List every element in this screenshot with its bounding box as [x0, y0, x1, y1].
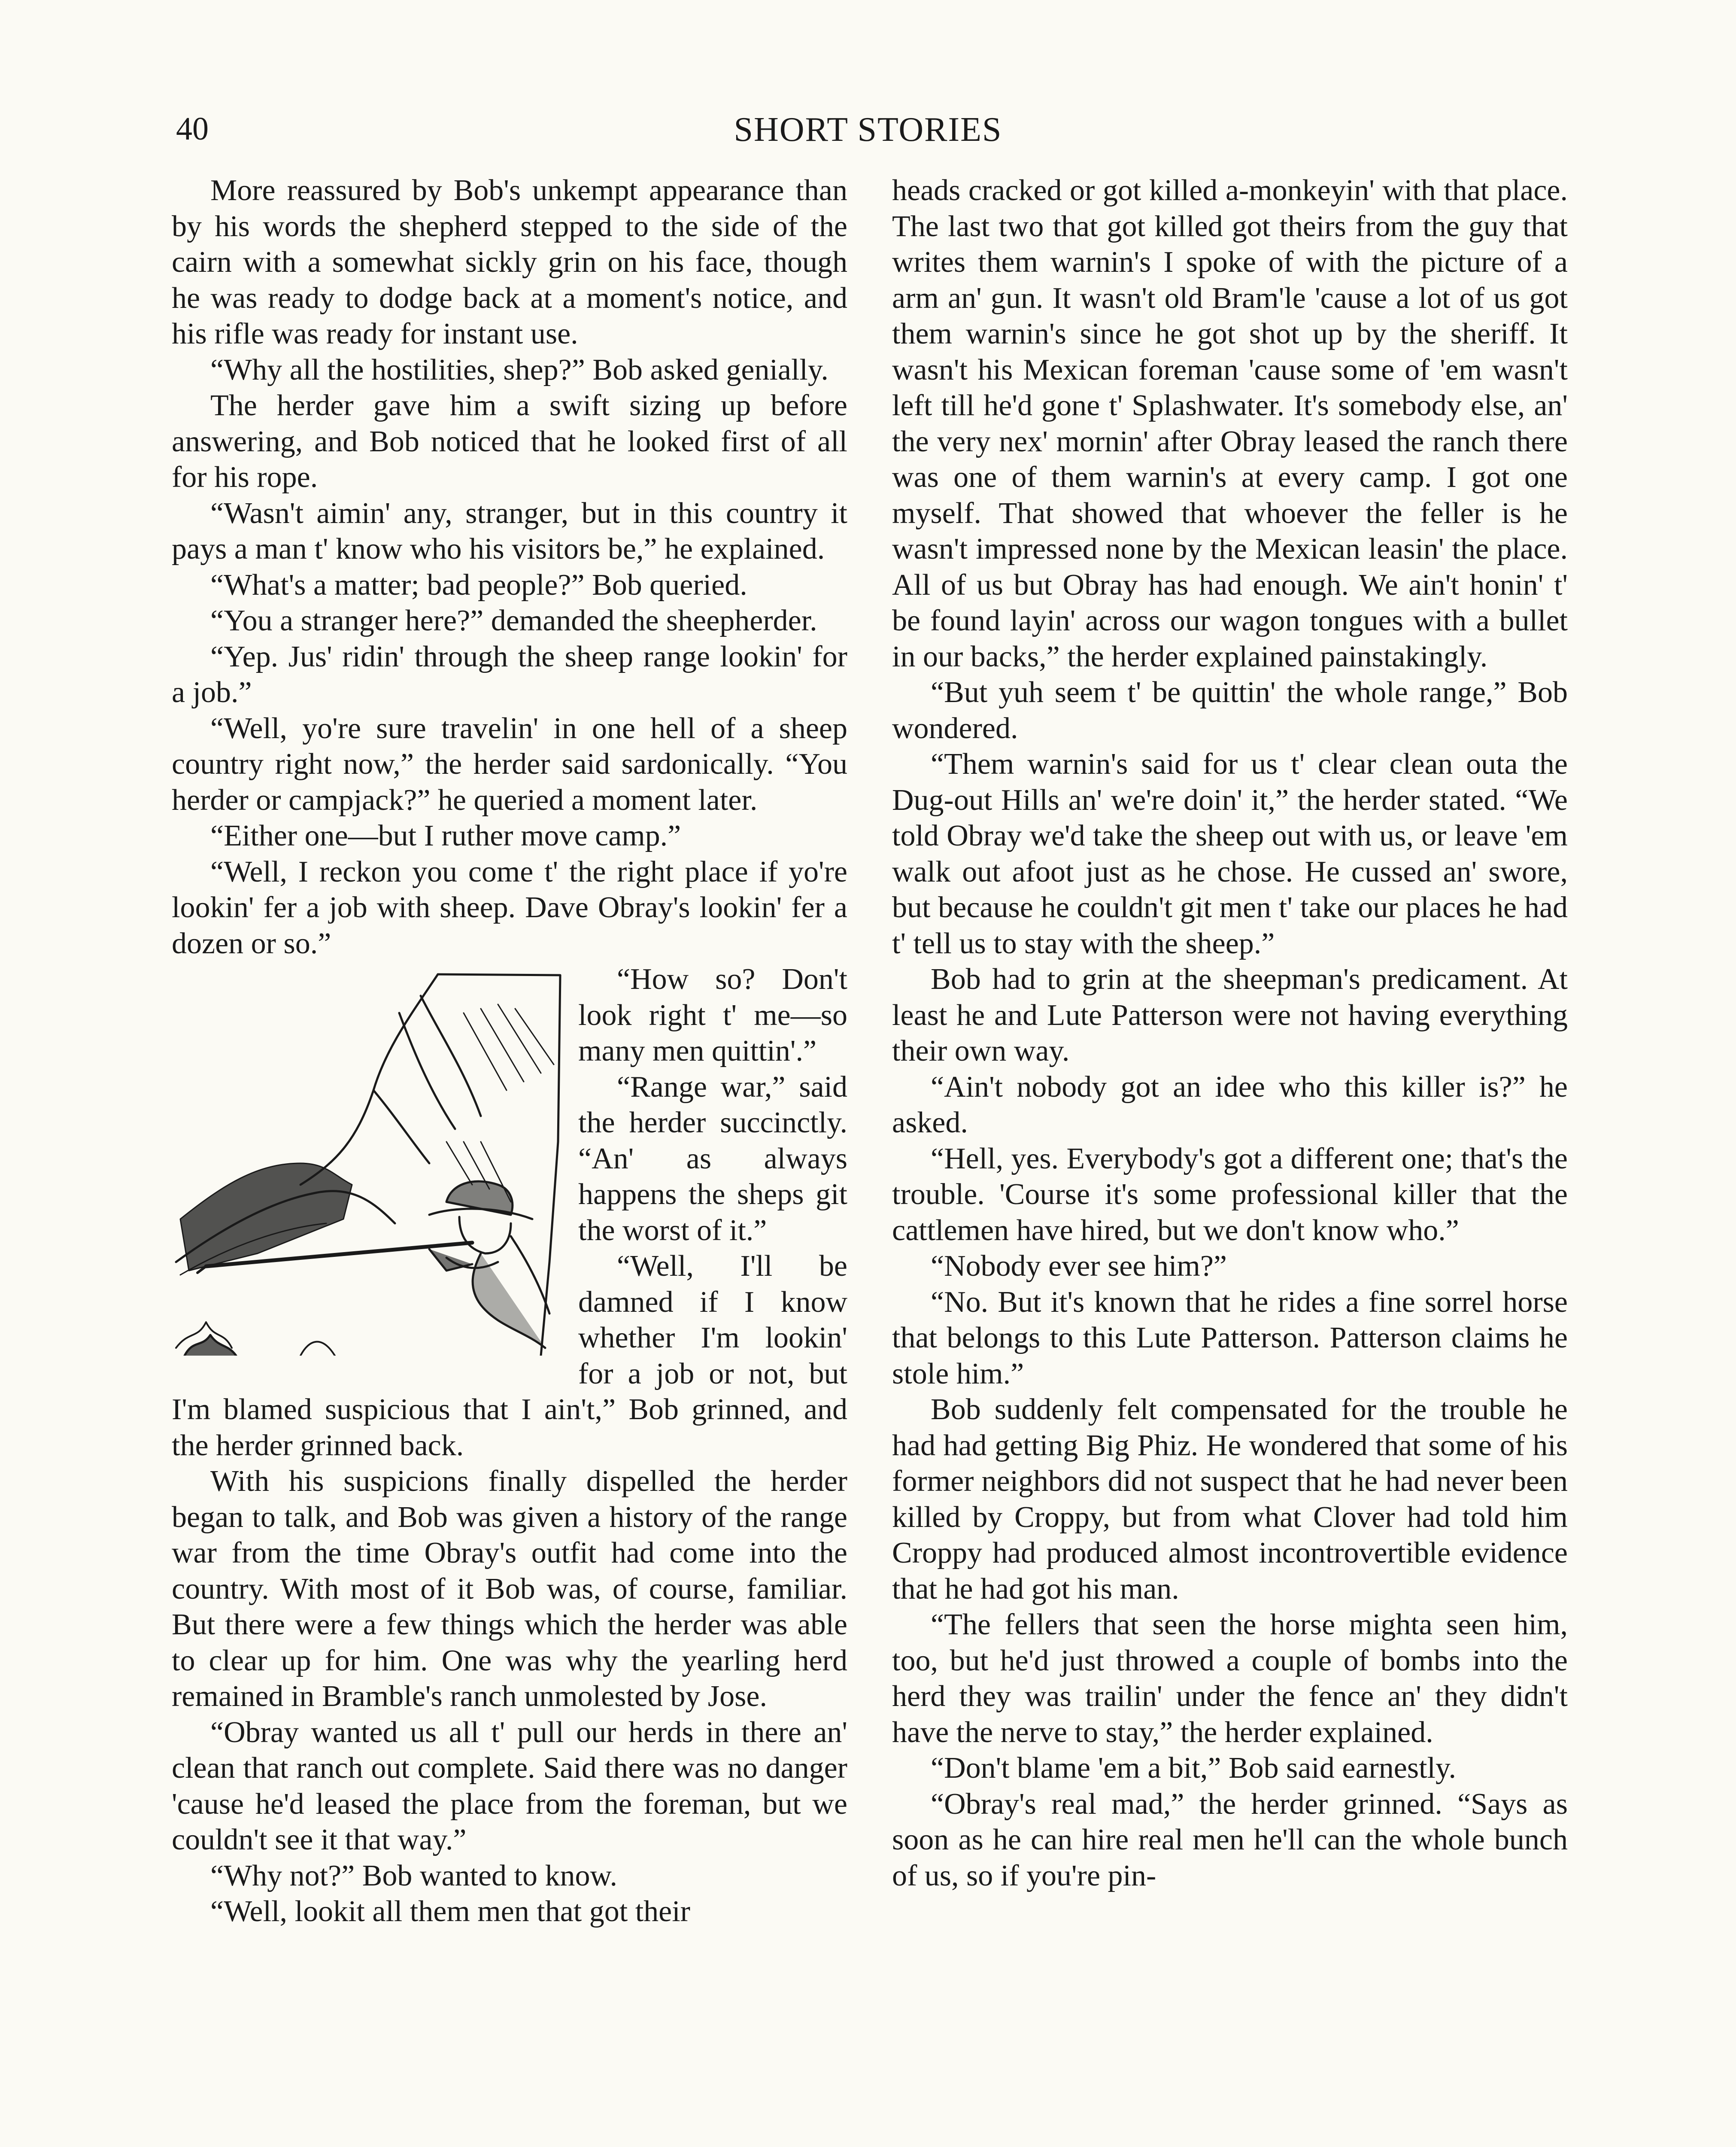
paragraph: “Nobody ever see him?”: [931, 1250, 1227, 1283]
paragraph: “Range war,” said the herder succinctly. “An' as always happens the sheps git the worst of it.”: [578, 1070, 847, 1247]
paragraph: “The fellers that seen the horse mighta seen him, too, but he'd just throwed a couple of bombs into the herd they was trailin' under the fence an' they didn't have the nerve to stay,” the herder explained.: [892, 1608, 1568, 1749]
paragraph: “Well, lookit all them men that got their: [210, 1895, 690, 1928]
paragraph: More reassured by Bob's unkempt appearance than by his words the shepherd stepped to the side of the cairn with a somewhat sickly grin on his face, though he was ready to dodge back at a moment's notice, and his rifle was ready for instant use.: [172, 174, 847, 350]
paragraph: “Ain't nobody got an idee who this killer is?” he asked.: [892, 1070, 1568, 1139]
paragraph: “But yuh seem t' be quittin' the whole range,” Bob wondered.: [892, 676, 1568, 745]
paragraph: “Why all the hostilities, shep?” Bob asked genially.: [210, 353, 829, 386]
paragraph: “You a stranger here?” demanded the sheepherder.: [210, 604, 817, 637]
rifleman-illustration: [172, 961, 573, 1356]
right-column: [892, 173, 1568, 1894]
running-title: SHORT STORIES: [734, 111, 1002, 149]
paragraph: “How so? Don't look right t' me—so many men quittin'.”: [578, 963, 847, 1067]
paragraph: Bob suddenly felt compensated for the trouble he had had getting Big Phiz. He wondered that some of his former neighbors did not suspect that he had never been killed by Croppy, but from what Clover had told him Croppy had produced almost incontrovertible evidence that he had got his man.: [892, 1393, 1568, 1606]
paragraph: “Yep. Jus' ridin' through the sheep range lookin' for a job.”: [172, 640, 847, 709]
paragraph: Bob had to grin at the sheepman's predicament. At least he and Lute Patterson were not having everything their own way.: [892, 963, 1568, 1067]
paragraph: “What's a matter; bad people?” Bob queried.: [210, 568, 747, 602]
left-column: [172, 173, 847, 1930]
paragraph: “No. But it's known that he rides a fine sorrel horse that belongs to this Lute Patterson. Patterson claims he stole him.”: [892, 1285, 1568, 1390]
paragraph: “Well, I'll be damned if I know whether I'm lookin' for a job or not, but I'm blamed suspicious that I ain't,” Bob grinned, and the herder grinned back.: [172, 1250, 847, 1462]
paragraph: “Either one—but I ruther move camp.”: [210, 819, 681, 852]
paragraph: “Don't blame 'em a bit,” Bob said earnestly.: [931, 1752, 1456, 1785]
page-number: 40: [176, 111, 209, 147]
paragraph: “Why not?” Bob wanted to know.: [210, 1859, 618, 1892]
paragraph-continued: heads cracked or got killed a-monkeyin' with that place. The last two that got killed got theirs from the guy that writes them warnin's I spoke of with the picture of a arm an' gun. It wasn't old Bram'le 'cause a lot of us got them warnin's since he got shot up by the sheriff. It wasn't his Mexican foreman 'cause some of 'em wasn't left till he'd gone t' Splashwater. It's somebody else, an' the very nex' mornin' after Obray leased the ranch there was one of them warnin's at every camp. I got one myself. That showed that whoever the feller is he wasn't impressed none by the Mexican leasin' the place. All of us but Obray has had enough. We ain't honin' t' be found layin' across our wagon tongues with a bullet in our backs,” the herder explained painstakingly.: [892, 174, 1568, 673]
paragraph: The herder gave him a swift sizing up before answering, and Bob noticed that he looked first of all for his rope.: [172, 389, 847, 494]
paragraph: With his suspicions finally dispelled the herder began to talk, and Bob was given a history of the range war from the time Obray's outfit had come into the country. With most of it Bob was, of course, familiar. But there were a few things which the herder was able to clear up for him. One was why the yearling herd remained in Bramble's ranch unmolested by Jose.: [172, 1465, 847, 1713]
paragraph: “Wasn't aimin' any, stranger, but in this country it pays a man t' know who his visitors be,” he explained.: [172, 496, 847, 566]
paragraph: “Obray wanted us all t' pull our herds in there an' clean that ranch out complete. Said there was no danger 'cause he'd leased the place from the foreman, but we couldn't see it that way.”: [172, 1715, 847, 1856]
paragraph: “Them warnin's said for us t' clear clean outa the Dug-out Hills an' we're doin' it,” the herder stated. “We told Obray we'd take the sheep out with us, or leave 'em walk out afoot just as he chose. He cussed an' swore, but because he couldn't git men t' take our places he had t' tell us to stay with the sheep.”: [892, 748, 1568, 960]
paragraph: “Well, I reckon you come t' the right place if yo're lookin' fer a job with sheep. Dave Obray's lookin' fer a dozen or so.”: [172, 855, 847, 960]
paragraph: “Obray's real mad,” the herder grinned. “Says as soon as he can hire real men he'll can the whole bunch of us, so if you're pin-: [892, 1787, 1568, 1892]
paragraph: “Hell, yes. Everybody's got a different one; that's the trouble. 'Course it's some professional killer that the cattlemen have hired, but we don't know who.”: [892, 1142, 1568, 1247]
rifleman-drawing: [172, 961, 573, 1356]
paragraph: “Well, yo're sure travelin' in one hell of a sheep country right now,” the herder said sardonically. “You herder or campjack?” he queried a moment later.: [172, 712, 847, 817]
